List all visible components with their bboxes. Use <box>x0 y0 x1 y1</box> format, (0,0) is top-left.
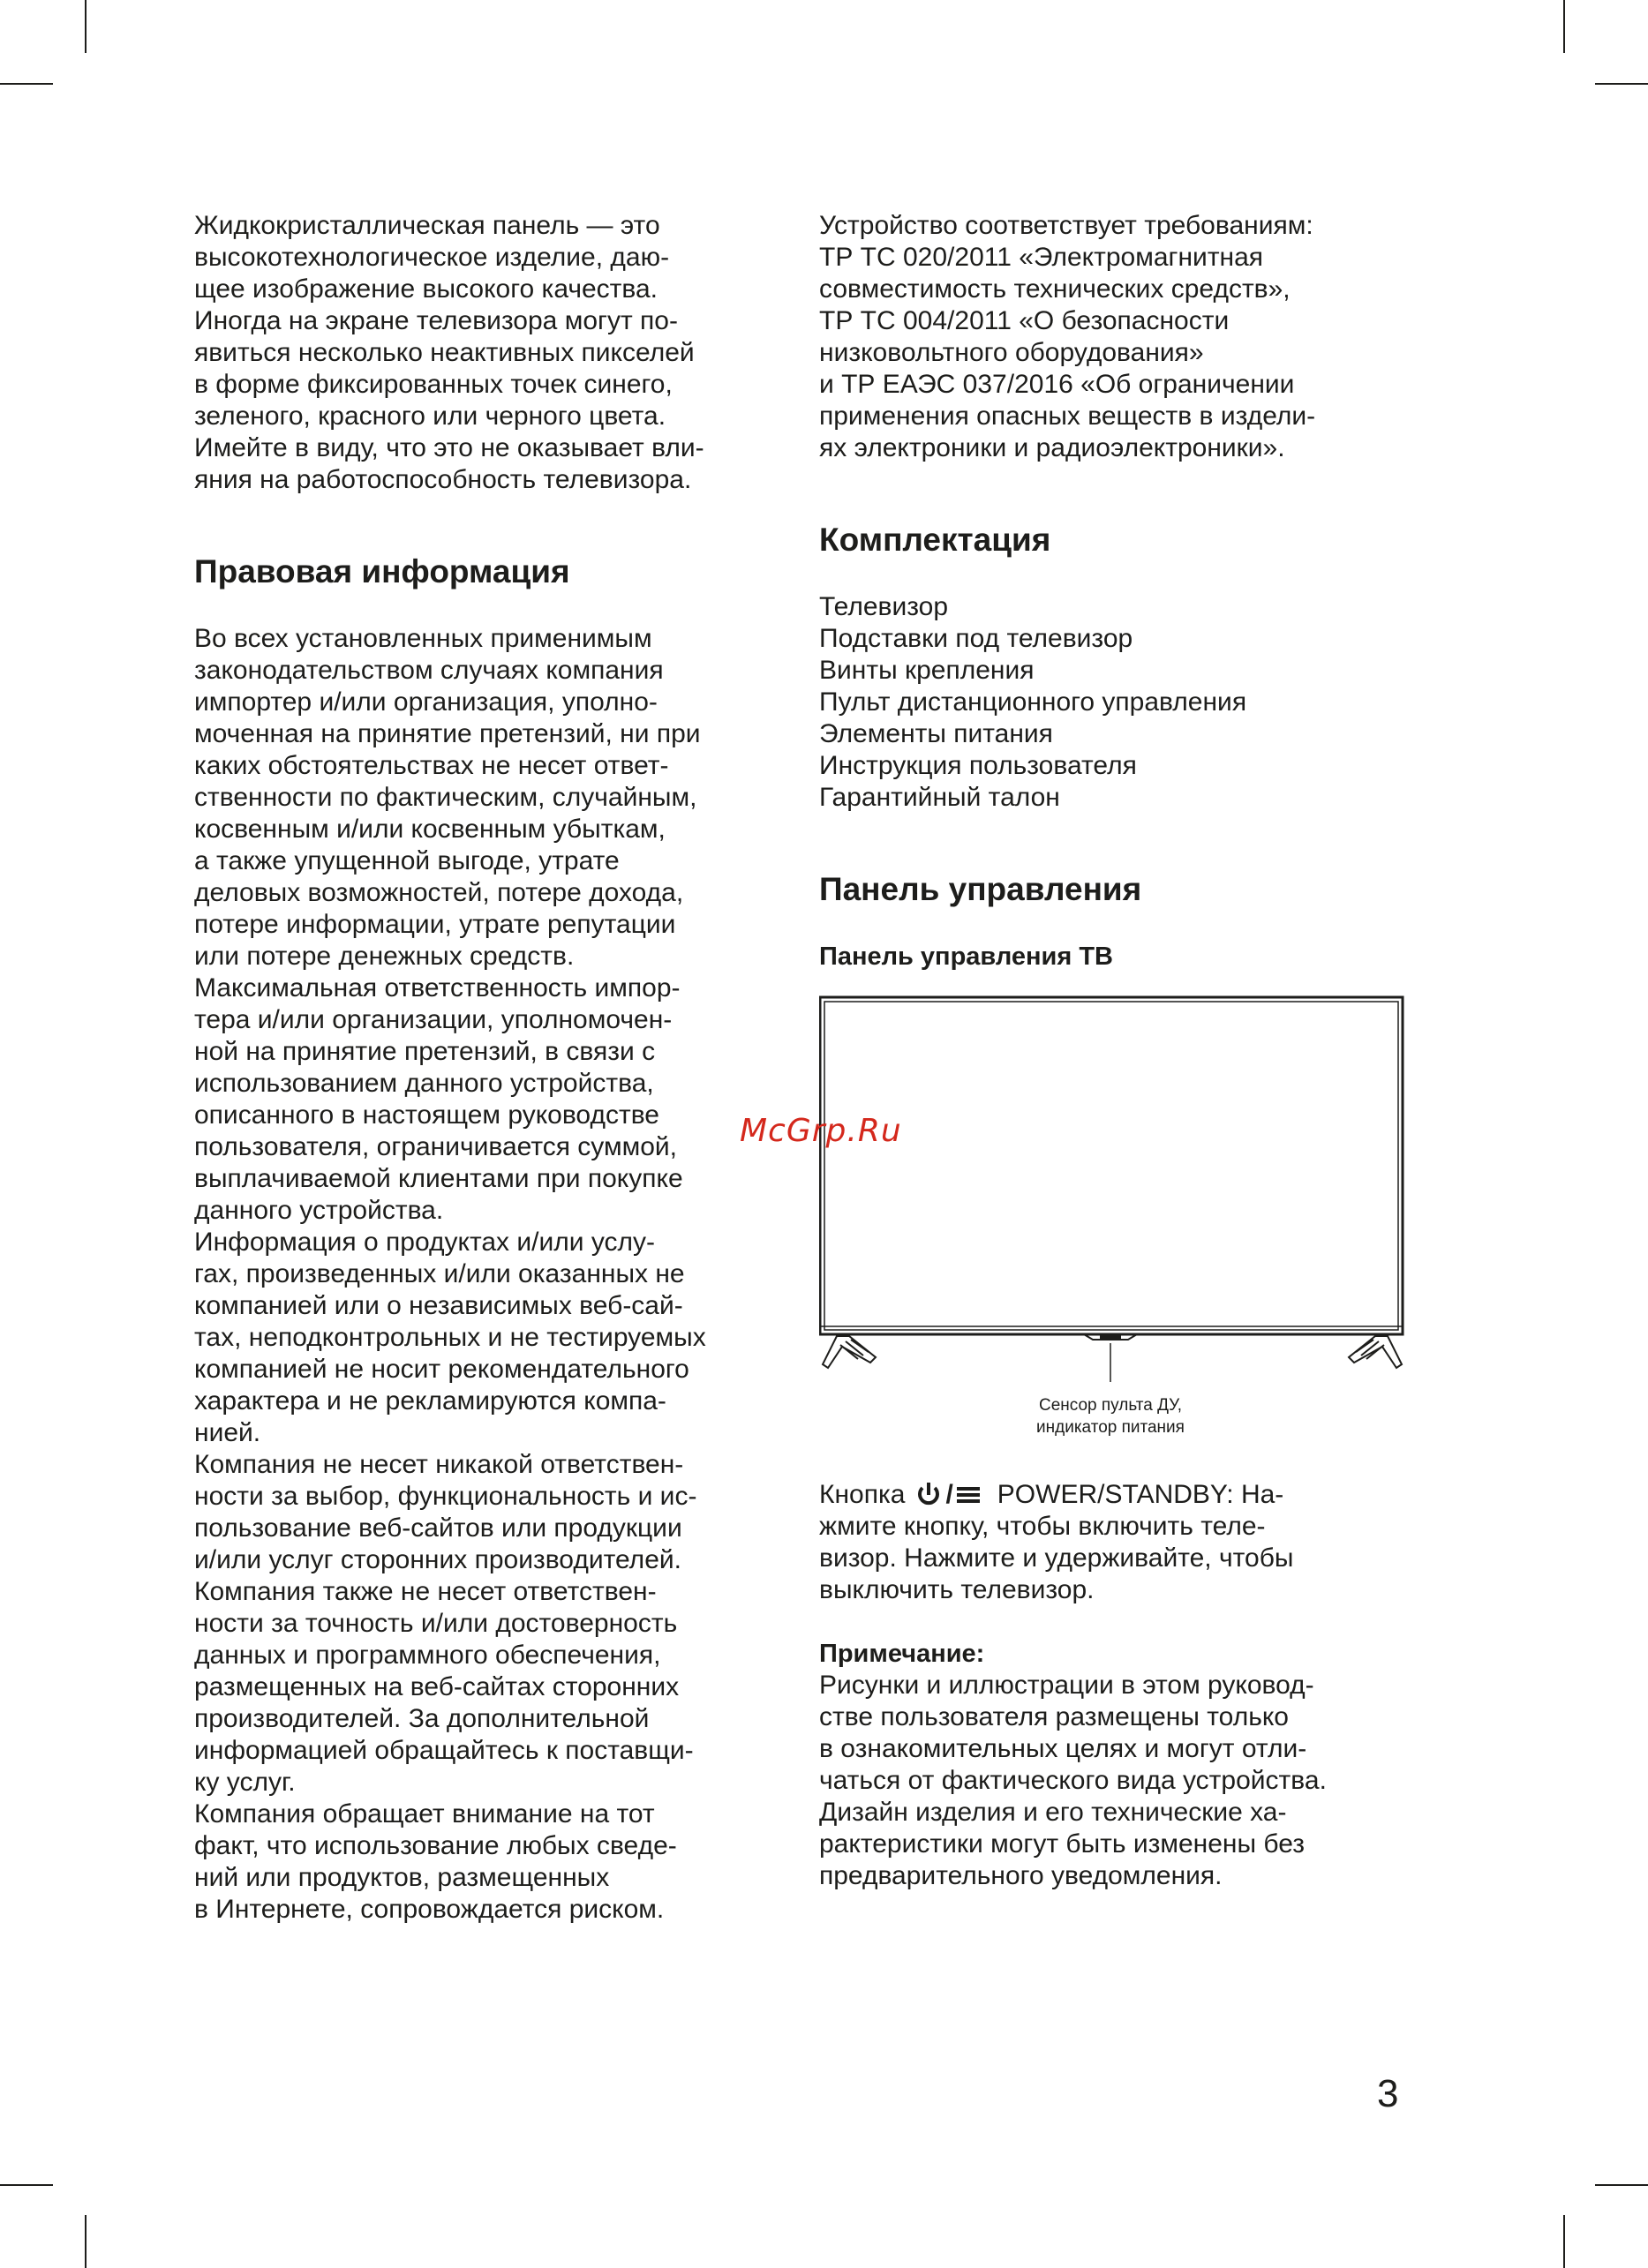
text-line: Максимальная ответственность импор- <box>194 973 681 1003</box>
text-line: Информация о продуктах и/или услу- <box>194 1228 655 1257</box>
text-line: и ТР ЕАЭС 037/2016 «Об ограничении <box>819 370 1295 399</box>
text-line: импортер и/или организация, уполно- <box>194 687 658 717</box>
note-paragraph <box>819 1670 1327 1892</box>
compliance-paragraph <box>819 210 1315 464</box>
text-line: Элементы питания <box>819 719 1053 748</box>
crop-mark-bottom-left-h <box>0 2184 53 2186</box>
text-line: описанного в настоящем руководстве <box>194 1100 659 1130</box>
text-line: ку услуг. <box>194 1768 296 1797</box>
text-line: щее изображение высокого качества. <box>194 274 658 304</box>
text-line: гах, произведенных и/или оказанных не <box>194 1259 685 1288</box>
power-description <box>819 1511 1293 1606</box>
legal-paragraph <box>194 623 706 1926</box>
text-line: Компания также не несет ответствен- <box>194 1577 657 1606</box>
text-line: размещенных на веб-сайтах сторонних <box>194 1672 680 1701</box>
crop-mark-top-right-h <box>1595 83 1648 85</box>
text-line: компанией или о независимых веб-сай- <box>194 1291 683 1320</box>
text-line: тах, неподконтрольных и не тестируемых <box>194 1323 706 1352</box>
text-line: Имейте в виду, что это не оказывает вли- <box>194 433 704 462</box>
text-line: Винты крепления <box>819 656 1035 685</box>
text-line: совместимость технических средств», <box>819 274 1291 304</box>
text-line: Телевизор <box>819 592 949 621</box>
watermark: McGrp.Ru <box>740 1113 902 1149</box>
text-line: компанией не носит рекомендательного <box>194 1355 689 1384</box>
text-line: выключить телевизор. <box>819 1575 1095 1604</box>
text-line: ной на принятие претензий, в связи с <box>194 1037 656 1066</box>
text-line: ности за точность и/или достоверность <box>194 1609 678 1638</box>
text-line: пользователя, ограничивается суммой, <box>194 1132 678 1161</box>
text-line: пользование веб-сайтов или продукции <box>194 1513 682 1543</box>
page-number: 3 <box>1377 2072 1399 2115</box>
text-line: Дизайн изделия и его технические ха- <box>819 1798 1287 1827</box>
text-line: в ознакомительных целях и могут отли- <box>819 1734 1307 1763</box>
text-line: предварительного уведомления. <box>819 1861 1223 1890</box>
text-line: тера и/или организации, уполномочен- <box>194 1005 673 1034</box>
text-line: косвенным и/или косвенным убыткам, <box>194 815 666 844</box>
text-line: Компания обращает внимание на тот <box>194 1799 655 1829</box>
text-line: зеленого, красного или черного цвета. <box>194 402 666 431</box>
text-line: ний или продуктов, размещенных <box>194 1863 610 1892</box>
power-label: POWER/STANDBY: На- <box>997 1480 1284 1509</box>
text-line: явиться несколько неактивных пикселей <box>194 338 695 367</box>
text-line: ности за выбор, функциональность и ис- <box>194 1482 697 1511</box>
text-line: моченная на принятие претензий, ни при <box>194 719 701 748</box>
note-heading: Примечание: <box>819 1640 985 1668</box>
tv-screen-inner <box>824 1002 1398 1330</box>
text-line: Рисунки и иллюстрации в этом руковод- <box>819 1671 1314 1700</box>
text-line: в форме фиксированных точек синего, <box>194 370 673 399</box>
text-line: нией. <box>194 1418 261 1447</box>
crop-mark-bottom-right-v <box>1563 2215 1565 2268</box>
text-line: факт, что использование любых сведе- <box>194 1831 677 1860</box>
sensor-caption-line1: Сенсор пульта ДУ, <box>1038 1396 1183 1415</box>
text-line: Пульт дистанционного управления <box>819 687 1247 717</box>
sensor-caption <box>1022 1394 1199 1438</box>
text-line: Подставки под телевизор <box>819 624 1133 653</box>
kit-heading: Комплектация <box>819 522 1051 558</box>
power-slash: / <box>945 1480 953 1509</box>
text-line: каких обстоятельствах не несет ответ- <box>194 751 669 780</box>
control-panel-subheading: Панель управления ТВ <box>819 942 1114 971</box>
text-line: в Интернете, сопровождается риском. <box>194 1895 665 1924</box>
text-line: Во всех установленных применимым <box>194 624 652 653</box>
legal-heading: Правовая информация <box>194 553 570 590</box>
text-line: деловых возможностей, потере дохода, <box>194 878 684 907</box>
kit-list <box>819 591 1246 814</box>
power-paragraph <box>819 1479 1293 1606</box>
intro-paragraph <box>194 210 704 496</box>
text-line: а также упущенной выгоде, утрате <box>194 846 620 875</box>
text-line: яния на работоспособность телевизора. <box>194 465 692 494</box>
crop-mark-top-right-v <box>1563 0 1565 53</box>
tv-screen-outer <box>820 997 1403 1334</box>
text-line: низковольтного оборудования» <box>819 338 1204 367</box>
text-line: визор. Нажмите и удерживайте, чтобы <box>819 1543 1294 1573</box>
text-line: характера и не рекламируются компа- <box>194 1386 666 1416</box>
text-line: рактеристики могут быть изменены без <box>819 1829 1306 1859</box>
power-first-line <box>819 1479 1293 1511</box>
text-line: данного устройства. <box>194 1196 444 1225</box>
crop-mark-bottom-right-h <box>1595 2184 1648 2186</box>
text-line: Жидкокристаллическая панель — это <box>194 211 660 240</box>
text-line: производителей. За дополнительной <box>194 1704 650 1733</box>
text-line: жмите кнопку, чтобы включить теле- <box>819 1512 1266 1541</box>
text-line: ТР ТС 020/2011 «Электромагнитная <box>819 243 1264 272</box>
text-line: ственности по фактическим, случайным, <box>194 783 697 812</box>
power-icon <box>914 1481 944 1509</box>
text-line: выплачиваемой клиентами при покупке <box>194 1164 683 1193</box>
text-line: и/или услуг сторонних производителей. <box>194 1545 681 1574</box>
text-line: Иногда на экране телевизора могут по- <box>194 306 678 335</box>
text-line: использованием данного устройства, <box>194 1069 654 1098</box>
menu-icon <box>955 1484 982 1506</box>
text-line: законодательством случаях компания <box>194 656 664 685</box>
crop-mark-top-left-v <box>85 0 87 53</box>
text-line: чаться от фактического вида устройства. <box>819 1766 1327 1795</box>
text-line: высокотехнологическое изделие, даю- <box>194 243 670 272</box>
text-line: Гарантийный талон <box>819 783 1060 812</box>
crop-mark-bottom-left-v <box>85 2215 87 2268</box>
text-line: ях электроники и радиоэлектроники». <box>819 433 1285 462</box>
text-line: потере информации, утрате репутации <box>194 910 676 939</box>
text-line: стве пользователя размещены только <box>819 1702 1289 1731</box>
text-line: Компания не несет никакой ответствен- <box>194 1450 684 1479</box>
text-line: Инструкция пользователя <box>819 751 1137 780</box>
crop-mark-top-left-h <box>0 83 53 85</box>
sensor-caption-line2: индикатор питания <box>1036 1418 1185 1437</box>
control-panel-heading: Панель управления <box>819 871 1142 907</box>
text-line: данных и программного обеспечения, <box>194 1641 661 1670</box>
tv-illustration <box>819 994 1405 1382</box>
text-line: информацией обращайтесь к поставщи- <box>194 1736 694 1765</box>
power-prefix: Кнопка <box>819 1480 906 1509</box>
text-line: Устройство соответствует требованиям: <box>819 211 1313 240</box>
text-line: ТР ТС 004/2011 «О безопасности <box>819 306 1230 335</box>
tv-sensor-dot <box>1100 1335 1121 1339</box>
text-line: применения опасных веществ в издели- <box>819 402 1316 431</box>
text-line: или потере денежных средств. <box>194 942 575 971</box>
